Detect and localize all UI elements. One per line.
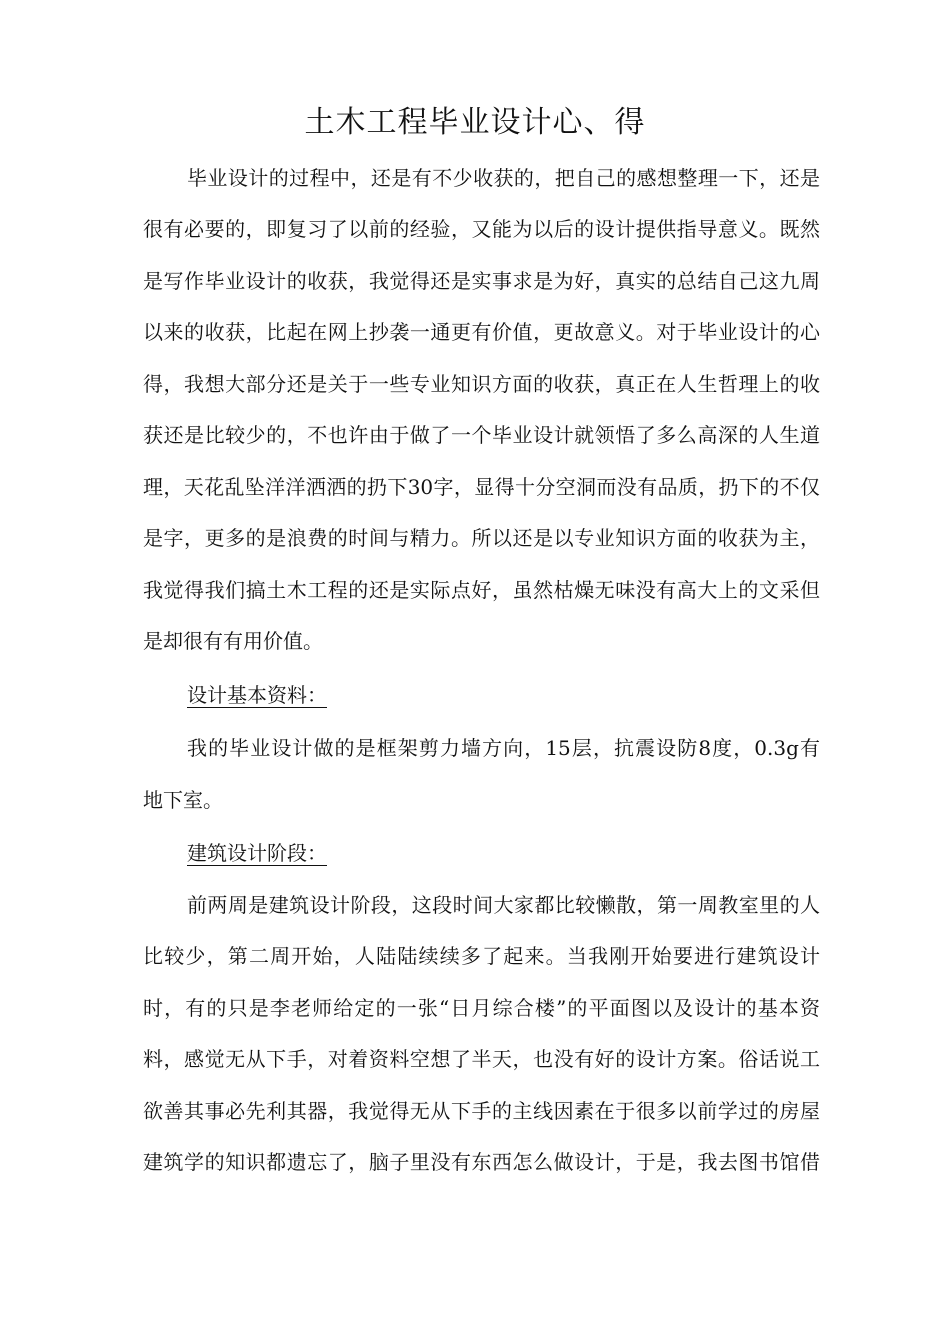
paragraph-line: 获还是比较少的，不也许由于做了一个毕业设计就领悟了多么高深的人生道: [143, 423, 820, 447]
paragraph-line: 料，感觉无从下手，对着资料空想了半天，也没有好的设计方案。俗话说工: [143, 1047, 820, 1071]
paragraph-line: 很有必要的，即复习了以前的经验，又能为以后的设计提供指导意义。既然: [143, 217, 820, 241]
paragraph-line: 时，有的只是李老师给定的一张“日月综合楼”的平面图以及设计的基本资: [143, 996, 820, 1020]
document-title: 土木工程毕业设计心、得: [304, 105, 646, 140]
paragraph-line: 是却很有有用价值。: [143, 629, 323, 653]
paragraph-line: 是字，更多的是浪费的时间与精力。所以还是以专业知识方面的收获为主，: [143, 526, 820, 550]
paragraph-line: 是写作毕业设计的收获，我觉得还是实事求是为好，真实的总结自己这九周: [143, 269, 820, 293]
paragraph-line: 我的毕业设计做的是框架剪力墙方向，15层，抗震设防8度，0.3g有: [187, 736, 820, 760]
paragraph-line: 毕业设计的过程中，还是有不少收获的，把自己的感想整理一下，还是: [187, 166, 820, 190]
paragraph-line: 我觉得我们搞土木工程的还是实际点好，虽然枯燥无味没有高大上的文采但: [143, 578, 820, 602]
paragraph-line: 建筑学的知识都遗忘了，脑子里没有东西怎么做设计，于是，我去图书馆借: [143, 1150, 820, 1174]
paragraph-line: 地下室。: [143, 788, 223, 812]
paragraph-line: 得，我想大部分还是关于一些专业知识方面的收获，真正在人生哲理上的收: [143, 372, 820, 396]
paragraph-line: 欲善其事必先利其器，我觉得无从下手的主线因素在于很多以前学过的房屋: [143, 1099, 820, 1123]
paragraph-line: 前两周是建筑设计阶段，这段时间大家都比较懒散，第一周教室里的人: [187, 893, 820, 917]
paragraph-line: 以来的收获，比起在网上抄袭一通更有价值，更故意义。对于毕业设计的心: [143, 320, 820, 344]
paragraph-line: 理，天花乱坠洋洋洒洒的扔下30字，显得十分空洞而没有品质，扔下的不仅: [143, 475, 820, 499]
section-heading-basic-data: 设计基本资料：: [187, 683, 327, 707]
paragraph-line: 比较少，第二周开始，人陆陆续续多了起来。当我刚开始要进行建筑设计: [143, 944, 820, 968]
section-heading-architectural-design: 建筑设计阶段：: [187, 841, 327, 865]
